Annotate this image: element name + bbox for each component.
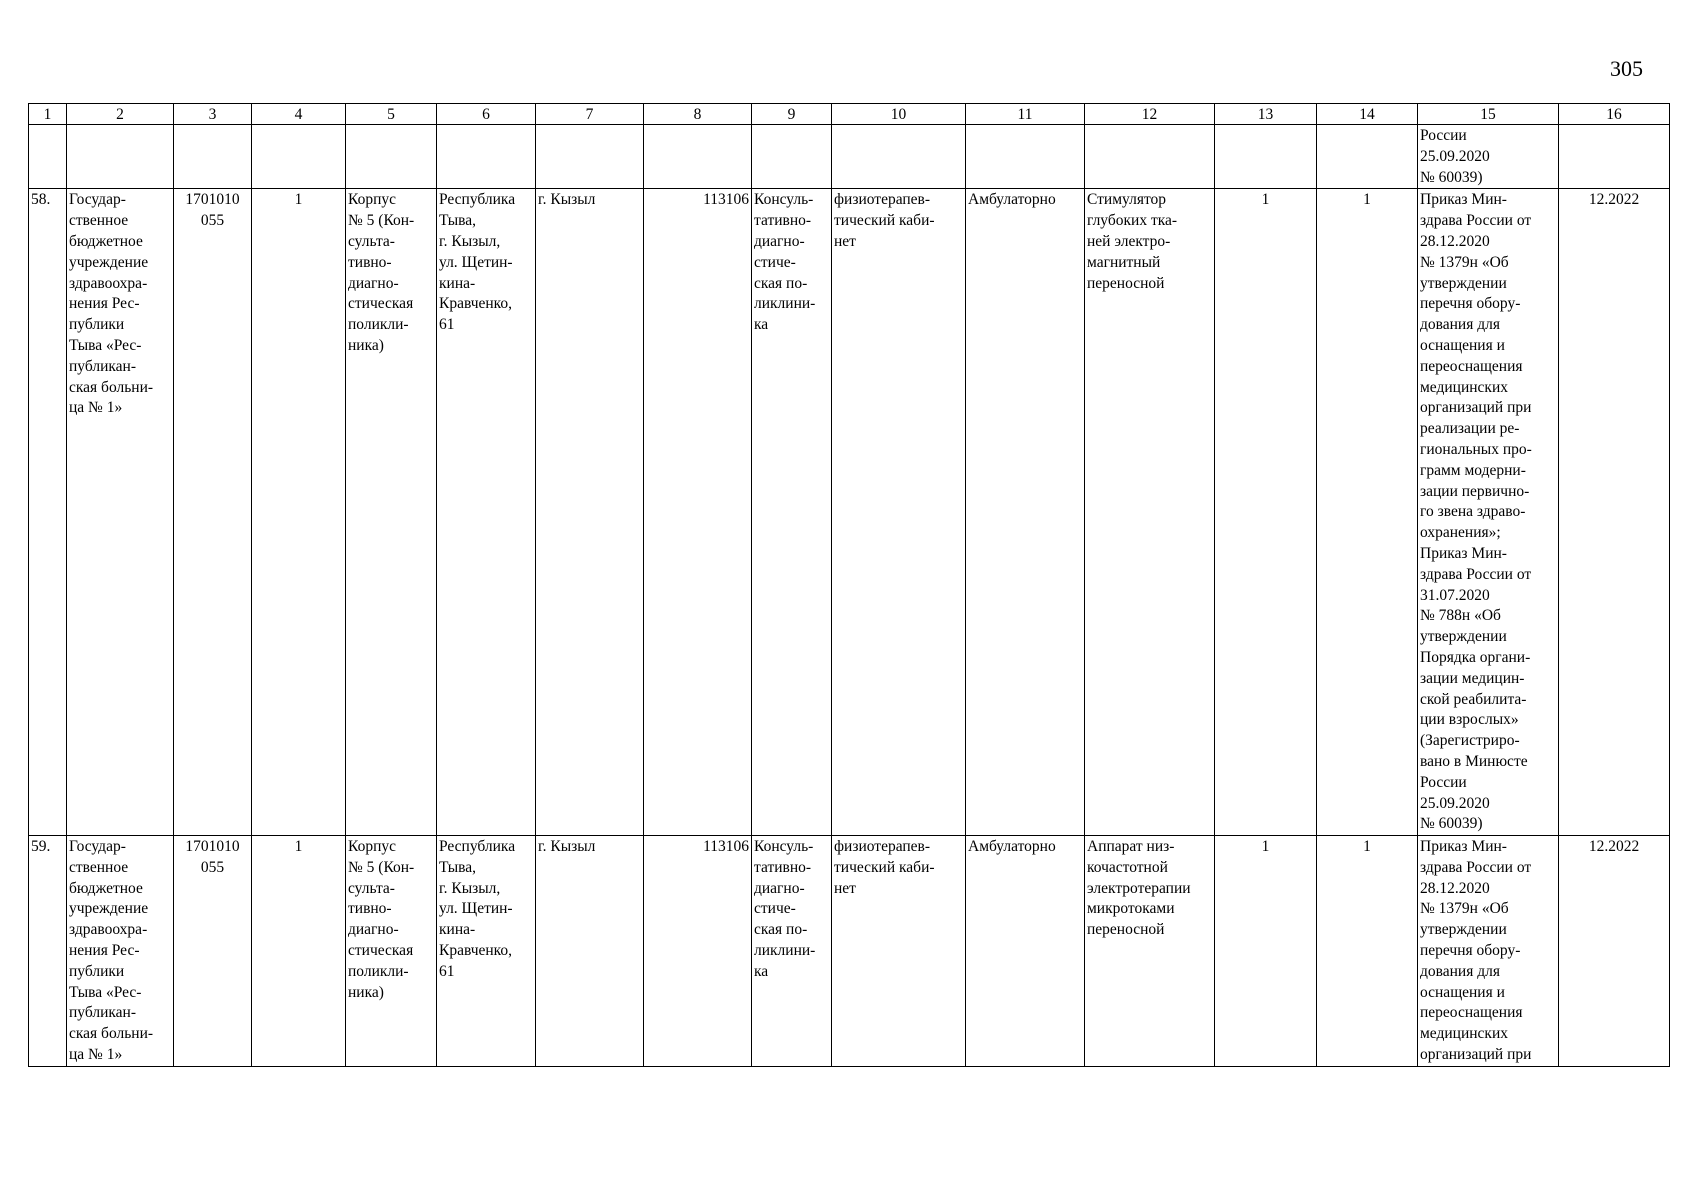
column-header: 10 — [832, 104, 966, 125]
table-row — [29, 836, 1670, 1067]
table-cell — [1317, 125, 1418, 189]
city-cell: г. Кызыл — [536, 836, 644, 1067]
cabinet-cell: физиотерапев- тический каби- нет — [832, 189, 966, 836]
column-header: 14 — [1317, 104, 1418, 125]
column-header: 2 — [67, 104, 174, 125]
address-cell: Республика Тыва, г. Кызыл, ул. Щетин- кина- Кравченко, 61 — [437, 836, 536, 1067]
column-header: 11 — [966, 104, 1085, 125]
equipment-cell: Аппарат низ- кочастотной электротерапии микротоками переносной — [1085, 836, 1215, 1067]
column-header: 9 — [752, 104, 832, 125]
page-number: 305 — [1610, 56, 1643, 81]
table-cell — [832, 125, 966, 189]
table-cell — [536, 125, 644, 189]
column-header: 15 — [1418, 104, 1559, 125]
quantity-cell: 1 — [1215, 189, 1317, 836]
quantity-cell: 1 — [1317, 836, 1418, 1067]
city-cell: г. Кызыл — [536, 189, 644, 836]
row-number: 58. — [29, 189, 67, 836]
table-cell — [252, 125, 346, 189]
quantity-cell: 1 — [1317, 189, 1418, 836]
column-header: 13 — [1215, 104, 1317, 125]
care-type-cell: Амбулаторно — [966, 836, 1085, 1067]
column-header: 3 — [174, 104, 252, 125]
table-cell — [29, 125, 67, 189]
building-cell: Корпус № 5 (Кон- сульта- тивно- диагно- стическая поликли- ника) — [346, 836, 437, 1067]
table-cell — [644, 125, 752, 189]
organization-cell: Государ- ственное бюджетное учреждение здравоохра- нения Рес- публики Тыва «Рес- публикан- ская больни- ца № 1» — [67, 836, 174, 1067]
building-cell: Корпус № 5 (Кон- сульта- тивно- диагно- стическая поликли- ника) — [346, 189, 437, 836]
table-cell — [966, 125, 1085, 189]
cabinet-cell: физиотерапев- тический каби- нет — [832, 836, 966, 1067]
table-cell — [1559, 125, 1670, 189]
table-cell: 1 — [252, 836, 346, 1067]
table-row-continuation — [29, 125, 1670, 189]
column-number-row — [29, 104, 1670, 125]
table-cell — [1215, 125, 1317, 189]
department-cell: Консуль- тативно- диагно- стиче- ская по- ликлини- ка — [752, 836, 832, 1067]
table-cell — [1085, 125, 1215, 189]
table-cell — [346, 125, 437, 189]
equipment-table — [28, 103, 1670, 1067]
column-header: 7 — [536, 104, 644, 125]
quantity-cell: 1 — [1215, 836, 1317, 1067]
column-header: 12 — [1085, 104, 1215, 125]
care-type-cell: Амбулаторно — [966, 189, 1085, 836]
organization-cell: Государ- ственное бюджетное учреждение здравоохра- нения Рес- публики Тыва «Рес- публикан- ская больни- ца № 1» — [67, 189, 174, 836]
table-cell: России 25.09.2020 № 60039) — [1418, 125, 1559, 189]
table-cell — [437, 125, 536, 189]
table-cell: 113106 — [644, 189, 752, 836]
row-number: 59. — [29, 836, 67, 1067]
table-cell — [67, 125, 174, 189]
table-cell: 113106 — [644, 836, 752, 1067]
column-header: 5 — [346, 104, 437, 125]
table-cell — [174, 125, 252, 189]
equipment-cell: Стимулятор глубоких тка- ней электро- магнитный переносной — [1085, 189, 1215, 836]
date-cell: 12.2022 — [1559, 836, 1670, 1067]
column-header: 6 — [437, 104, 536, 125]
column-header: 16 — [1559, 104, 1670, 125]
order-reference-cell: Приказ Мин- здрава России от 28.12.2020 № 1379н «Об утверждении перечня обору- дования для оснащения и переоснащения медицинских организаций при реализации ре- гиональных про- грамм модерни- зации первично- го звена здраво- охранения»; Приказ Мин- здрава России от 31.07.2020 № 788н «Об утверждении Порядка органи- зации медицин- ской реабилита- ции взрослых» (Зарегистриро- вано в Минюсте России 25.09.2020 № 60039) — [1418, 189, 1559, 836]
column-header: 4 — [252, 104, 346, 125]
date-cell: 12.2022 — [1559, 189, 1670, 836]
column-header: 1 — [29, 104, 67, 125]
code-cell: 1701010 055 — [174, 836, 252, 1067]
address-cell: Республика Тыва, г. Кызыл, ул. Щетин- кина- Кравченко, 61 — [437, 189, 536, 836]
code-cell: 1701010 055 — [174, 189, 252, 836]
department-cell: Консуль- тативно- диагно- стиче- ская по- ликлини- ка — [752, 189, 832, 836]
column-header: 8 — [644, 104, 752, 125]
table-cell — [752, 125, 832, 189]
order-reference-cell: Приказ Мин- здрава России от 28.12.2020 № 1379н «Об утверждении перечня обору- дования для оснащения и переоснащения медицинских организаций при — [1418, 836, 1559, 1067]
table-row — [29, 189, 1670, 836]
table-cell: 1 — [252, 189, 346, 836]
